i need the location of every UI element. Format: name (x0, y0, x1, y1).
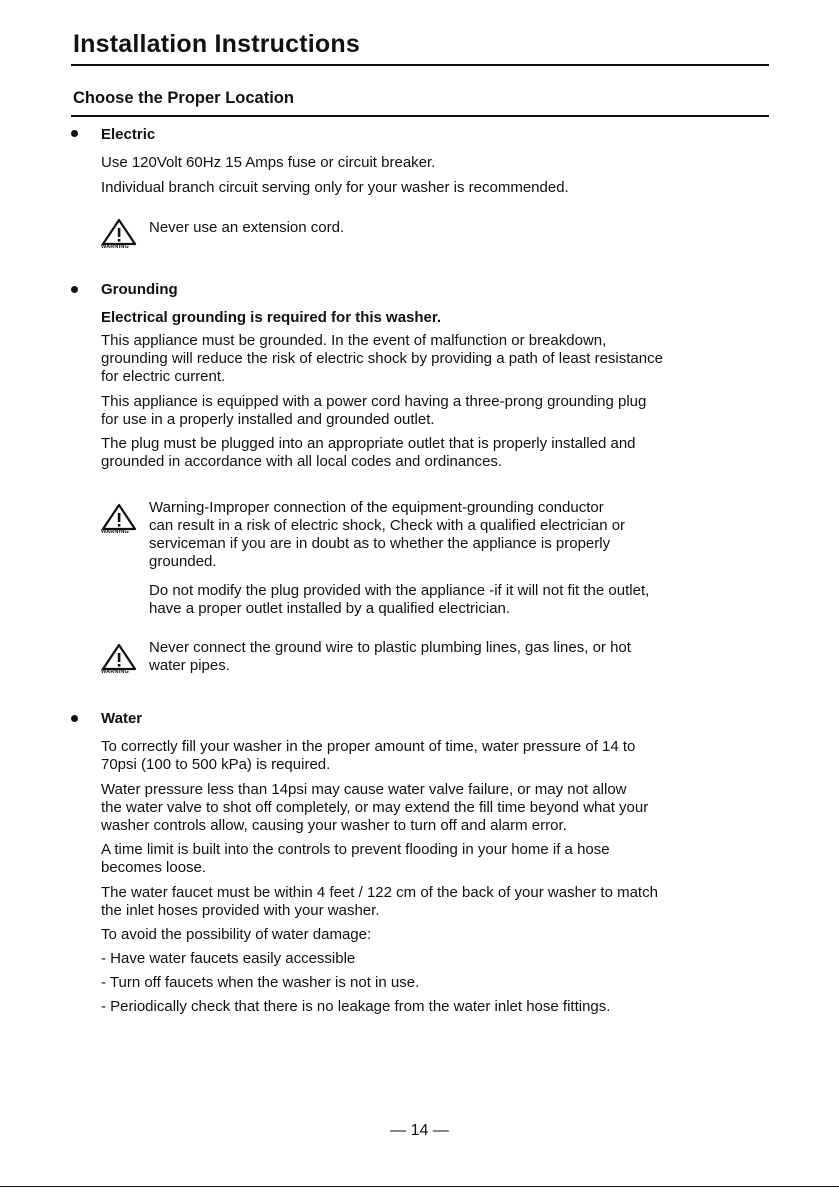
grounding-warning-line: can result in a risk of electric shock, Check with a qualified electrician or (149, 517, 626, 534)
grounding-subtitle: Electrical grounding is required for this washer. (101, 309, 442, 326)
water-text-line: Water pressure less than 14psi may cause water valve failure, or may not allow (101, 781, 627, 798)
electric-heading: Electric (101, 126, 156, 143)
bullet-icon (71, 130, 78, 137)
grounding-warning-line: water pipes. (149, 657, 230, 674)
water-text-line: - Turn off faucets when the washer is not in use. (101, 974, 420, 991)
water-text-line: the water valve to shot off completely, or may extend the fill time beyond what your (101, 799, 649, 816)
water-text-line: washer controls allow, causing your washer to turn off and alarm error. (101, 817, 567, 834)
grounding-warning-line: serviceman if you are in doubt as to whether the appliance is properly (149, 535, 611, 552)
electric-warning-text: Never use an extension cord. (149, 219, 345, 236)
grounding-text-line: grounded in accordance with all local codes and ordinances. (101, 453, 503, 470)
water-text-line: To avoid the possibility of water damage: (101, 926, 372, 943)
water-text-line: A time limit is built into the controls to prevent flooding in your home if a hose (101, 841, 610, 858)
warning-icon-label: WARNING (101, 669, 129, 675)
electric-text-line: Individual branch circuit serving only for your washer is recommended. (101, 179, 569, 196)
water-text-line: To correctly fill your washer in the proper amount of time, water pressure of 14 to (101, 738, 636, 755)
warning-icon (101, 643, 141, 677)
water-text-line: The water faucet must be within 4 feet / 122 cm of the back of your washer to match (101, 884, 658, 901)
grounding-text-line: for electric current. (101, 368, 226, 385)
water-text-line: the inlet hoses provided with your washer. (101, 902, 380, 919)
page-bottom-edge (0, 1186, 839, 1187)
bullet-icon (71, 715, 78, 722)
grounding-warning-line: Warning-Improper connection of the equipment-grounding conductor (149, 499, 604, 516)
grounding-warning-line: Never connect the ground wire to plastic plumbing lines, gas lines, or hot (149, 639, 631, 656)
warning-icon (101, 503, 141, 537)
grounding-warning-line: have a proper outlet installed by a qualified electrician. (149, 600, 511, 617)
water-text-line: - Have water faucets easily accessible (101, 950, 356, 967)
grounding-heading: Grounding (101, 281, 178, 298)
grounding-text-line: This appliance is equipped with a power cord having a three-prong grounding plug (101, 393, 647, 410)
grounding-warning-line: grounded. (149, 553, 217, 570)
warning-icon-label: WARNING (101, 244, 129, 250)
section-title: Choose the Proper Location (73, 89, 294, 107)
warning-icon-label: WARNING (101, 529, 129, 535)
page-title: Installation Instructions (73, 30, 360, 58)
grounding-text-line: The plug must be plugged into an appropriate outlet that is properly installed and (101, 435, 636, 452)
water-text-line: 70psi (100 to 500 kPa) is required. (101, 756, 331, 773)
water-text-line: becomes loose. (101, 859, 207, 876)
grounding-warning-line: Do not modify the plug provided with the appliance -if it will not fit the outlet, (149, 582, 650, 599)
electric-text-line: Use 120Volt 60Hz 15 Amps fuse or circuit breaker. (101, 154, 436, 171)
warning-icon (101, 218, 141, 252)
grounding-text-line: grounding will reduce the risk of electric shock by providing a path of least resistance (101, 350, 663, 367)
section-divider (71, 115, 769, 117)
grounding-text-line: This appliance must be grounded. In the event of malfunction or breakdown, (101, 332, 607, 349)
water-text-line: - Periodically check that there is no leakage from the water inlet hose fittings. (101, 998, 611, 1015)
water-heading: Water (101, 710, 143, 727)
bullet-icon (71, 286, 78, 293)
page-number: — 14 — (390, 1122, 449, 1139)
title-divider (71, 64, 769, 66)
grounding-text-line: for use in a properly installed and grounded outlet. (101, 411, 435, 428)
